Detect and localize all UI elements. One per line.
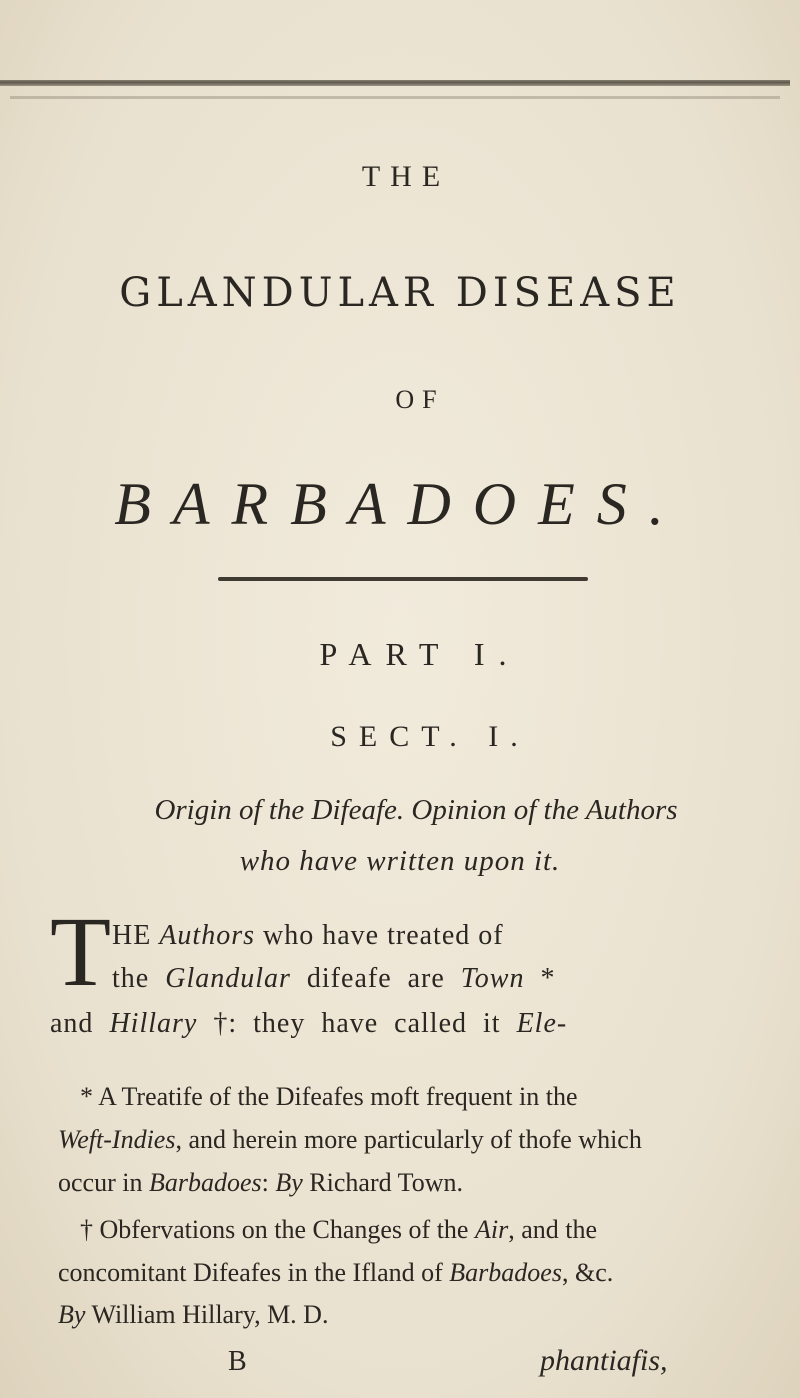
footnote-text: Richard Town. — [302, 1168, 463, 1197]
drop-cap: T — [50, 896, 112, 1007]
body-line-2 — [112, 963, 555, 995]
body-text: and — [50, 1008, 110, 1039]
body-line-1 — [112, 920, 504, 952]
heading-disease: Difeafe. — [311, 794, 405, 826]
body-text: †: they have called it — [197, 1008, 517, 1039]
body-text: Hillary — [109, 1008, 198, 1039]
chapter-heading-line-2: who have written upon it. — [239, 845, 561, 877]
heading-origin: Origin — [154, 794, 232, 826]
heading-text: Opinion of the — [404, 794, 586, 826]
footnote-2-line-1 — [80, 1215, 597, 1245]
title-the: THE — [361, 160, 451, 193]
footnote-1-line-3 — [58, 1168, 463, 1198]
page-title: GLANDULAR DISEASE — [119, 270, 681, 316]
body-text: Ele- — [516, 1008, 568, 1039]
title-of: OF — [395, 385, 445, 414]
section-heading: SECT. I. — [330, 720, 530, 753]
footnote-text: By — [58, 1300, 86, 1329]
body-text: difeafe are — [290, 963, 461, 994]
footnote-text: Air — [474, 1215, 509, 1244]
chapter-heading-line-1 — [0, 794, 800, 827]
footnote-2-line-3 — [58, 1300, 328, 1330]
section-divider — [218, 577, 588, 581]
body-line-3 — [50, 1008, 567, 1040]
part-heading: PART I. — [319, 636, 521, 672]
footnote-text: occur in — [58, 1168, 149, 1197]
footnote-text: , and the — [508, 1215, 598, 1244]
footnote-2-line-2 — [58, 1258, 613, 1288]
top-rule — [0, 80, 790, 86]
body-text: Glandular — [165, 963, 291, 994]
body-text: Town — [460, 963, 525, 994]
body-text: HE — [112, 920, 160, 951]
footnote-text: † Obfervations on the Changes of the — [80, 1215, 475, 1244]
footnote-text: concomitant Difeafes in the Ifland of — [58, 1258, 450, 1287]
body-text: Authors — [159, 920, 256, 951]
footnote-text: Barbadoes — [148, 1168, 262, 1197]
signature-mark: B — [228, 1346, 247, 1377]
body-text: who have treated of — [255, 920, 504, 951]
top-rule-secondary — [10, 96, 780, 99]
heading-text: of the — [231, 794, 312, 826]
body-text: * — [524, 963, 556, 994]
footnote-text: , and herein more particularly of thofe which — [175, 1125, 642, 1154]
footnote-text: William Hillary, M. D. — [85, 1300, 329, 1329]
footnote-1-line-2 — [58, 1125, 642, 1155]
footnote-text: Barbadoes — [449, 1258, 562, 1287]
footnote-text: : — [261, 1168, 276, 1197]
footnote-text: Weft-Indies — [58, 1125, 176, 1154]
footnote-1-line-1: * A Treatife of the Difeafes moft frequent in the — [80, 1082, 578, 1111]
footnote-text: By — [275, 1168, 303, 1197]
footnote-text: , &c. — [561, 1258, 614, 1287]
title-place: BARBADOES. — [114, 471, 686, 537]
catchword: phantiafis, — [540, 1344, 668, 1377]
body-text: the — [112, 963, 166, 994]
heading-authors: Authors — [585, 794, 678, 826]
